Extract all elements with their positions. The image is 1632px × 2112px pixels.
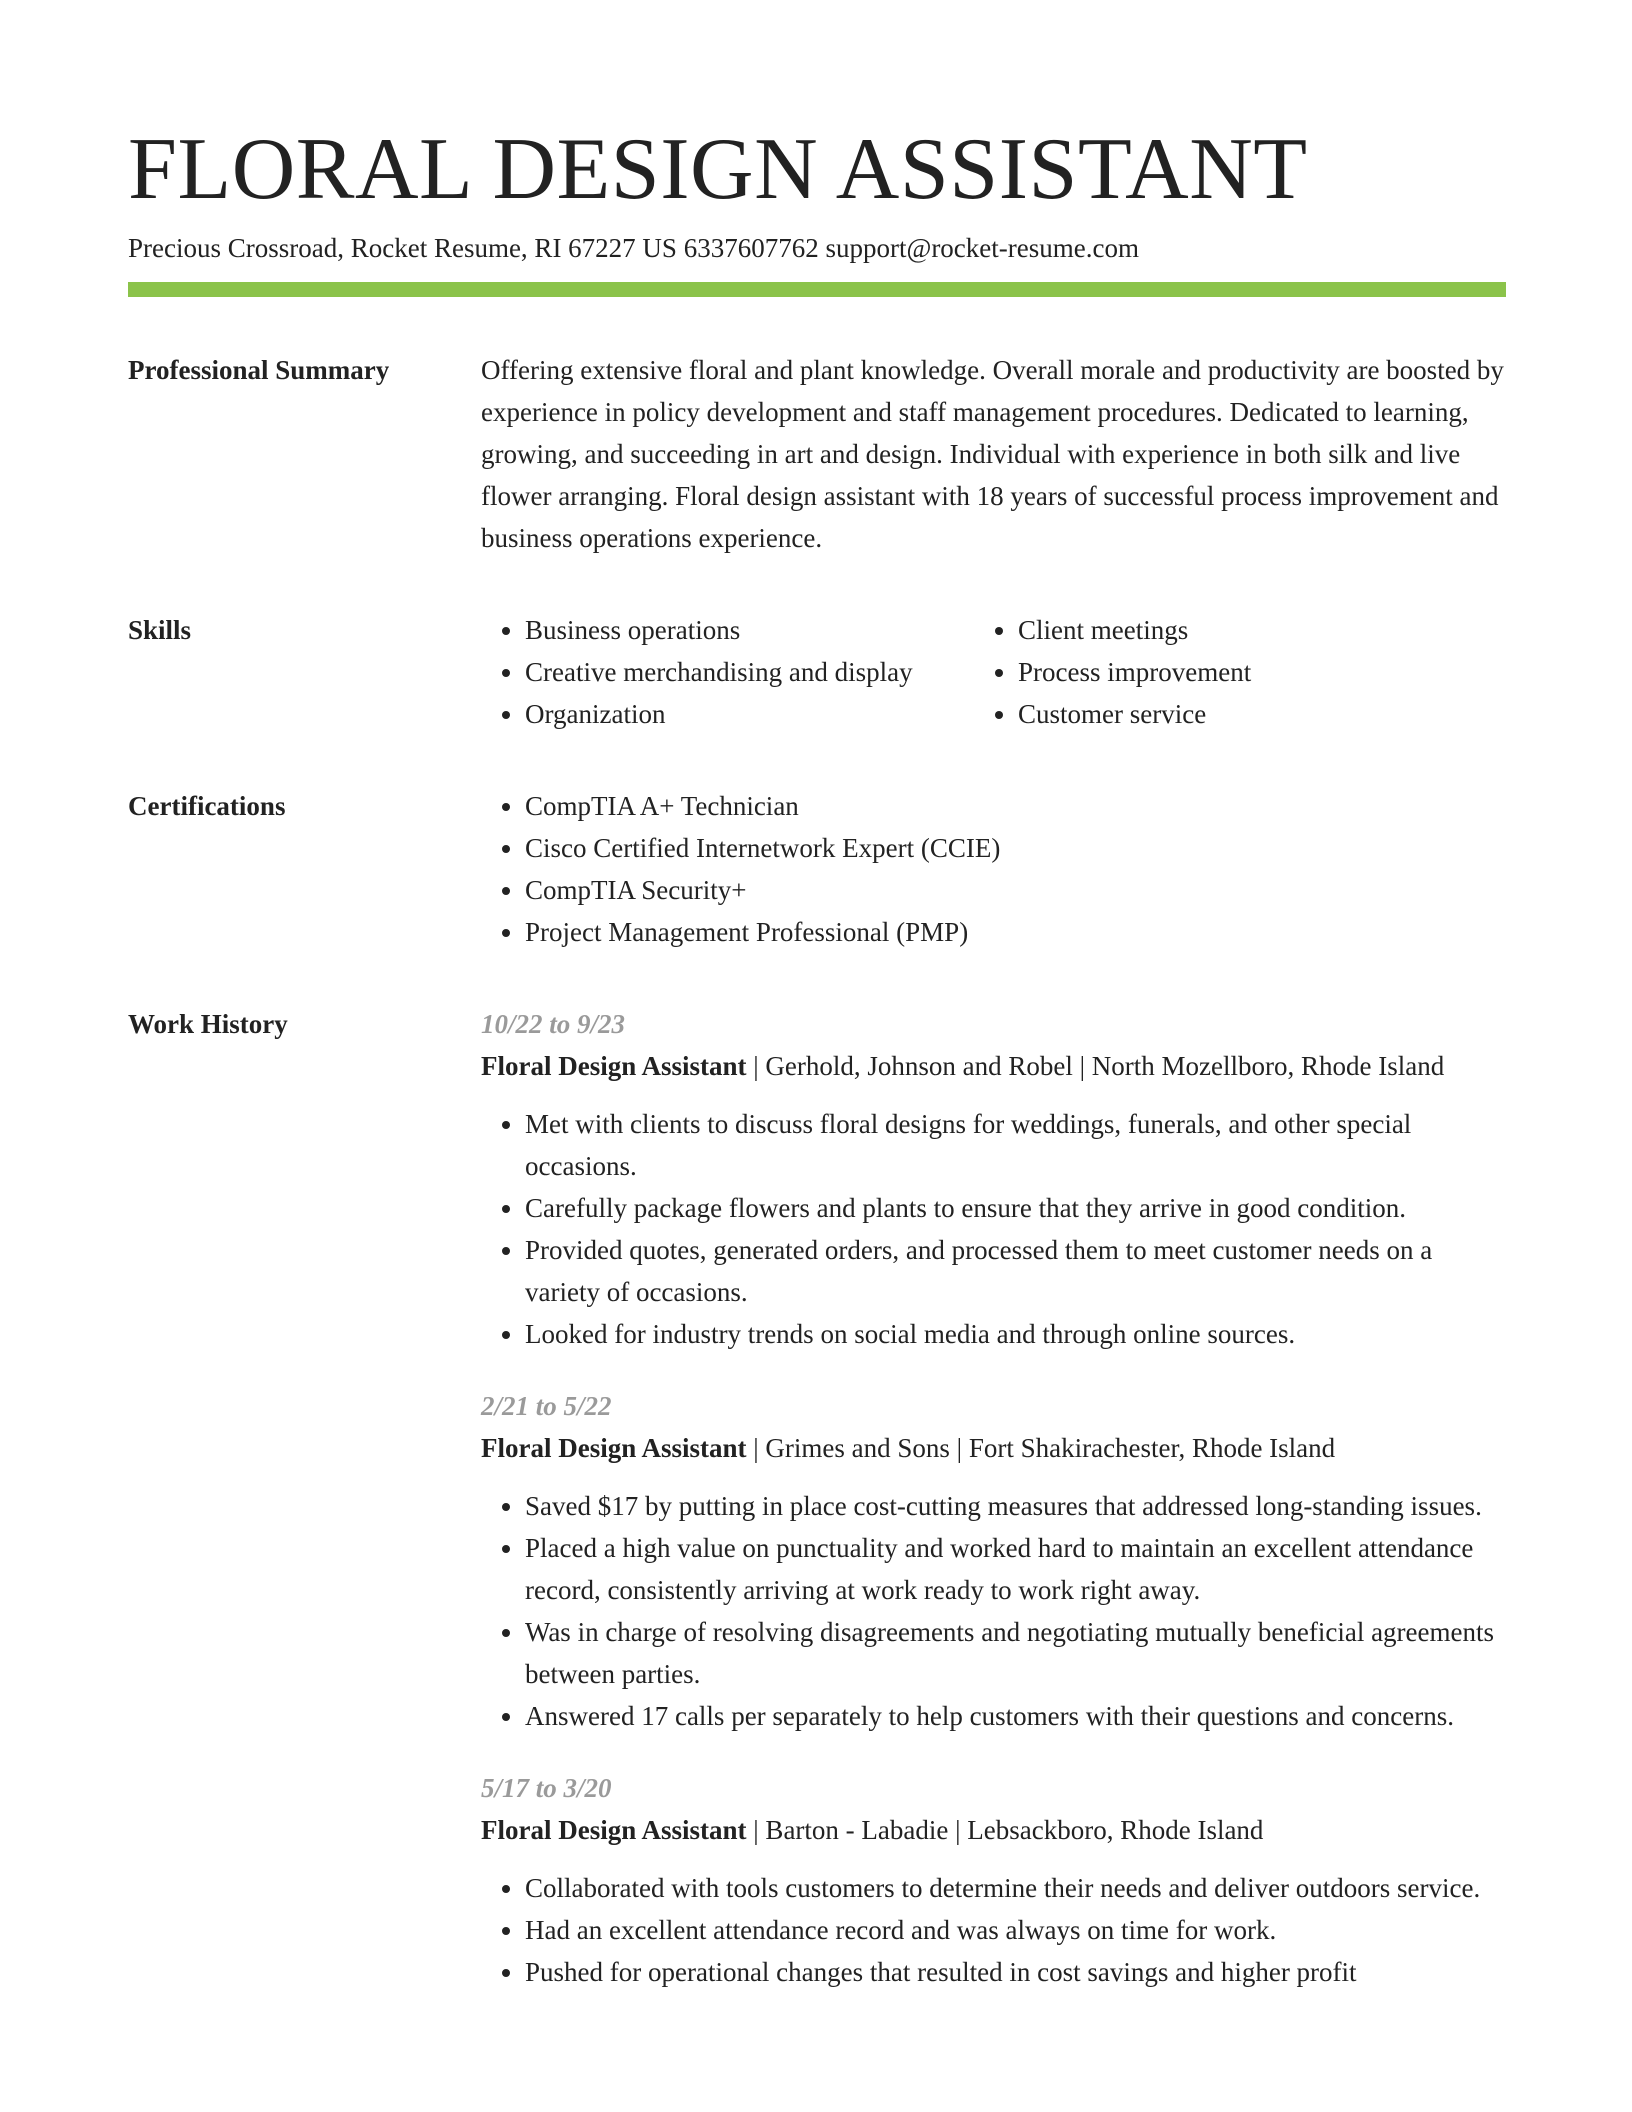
job-title: Floral Design Assistant [481, 1051, 747, 1081]
skill-item: • Client meetings [1018, 609, 1506, 651]
job-title: Floral Design Assistant [481, 1433, 747, 1463]
skill-item: • Process improvement [1018, 651, 1506, 693]
job-dates: 10/22 to 9/23 [481, 1009, 626, 1039]
skills-list-left [481, 609, 974, 735]
job-details: | Barton - Labadie | Lebsackboro, Rhode Island [746, 1815, 1264, 1845]
job-heading [481, 1427, 1506, 1469]
job-bullet: • Looked for industry trends on social media and through online sources. [525, 1313, 1506, 1355]
section-content-certifications [481, 785, 1506, 953]
job-title: Floral Design Assistant [481, 1815, 747, 1845]
section-summary [128, 349, 1506, 559]
certifications-list [481, 785, 1506, 953]
skill-item: • Organization [525, 693, 974, 735]
certification-item: • Cisco Certified Internetwork Expert (CCIE) [525, 827, 1506, 869]
section-work-history [128, 1003, 1506, 1993]
skill-item: • Creative merchandising and display [525, 651, 974, 693]
job-entry [481, 1003, 1506, 1355]
section-label-work-history: Work History [128, 1009, 288, 1039]
section-skills [128, 609, 1506, 735]
section-content-summary [481, 349, 1506, 559]
section-label-certifications: Certifications [128, 791, 286, 821]
skill-item: • Customer service [1018, 693, 1506, 735]
job-heading [481, 1809, 1506, 1851]
contact-line: Precious Crossroad, Rocket Resume, RI 67227 US 6337607762 support@rocket-resume.com [128, 233, 1139, 263]
skills-list-right [974, 609, 1506, 735]
job-bullets [481, 1103, 1506, 1355]
job-dates: 5/17 to 3/20 [481, 1773, 612, 1803]
job-details: | Gerhold, Johnson and Robel | North Mozellboro, Rhode Island [746, 1051, 1445, 1081]
job-bullet: • Carefully package flowers and plants to ensure that they arrive in good condition. [525, 1187, 1506, 1229]
accent-divider [128, 282, 1506, 297]
resume-title: FLORAL DESIGN ASSISTANT [128, 121, 1308, 218]
skills-columns [481, 609, 1506, 735]
job-bullet: • Pushed for operational changes that resulted in cost savings and higher profit [525, 1951, 1506, 1993]
job-entry [481, 1767, 1506, 1993]
section-content-work-history [481, 1003, 1506, 1993]
certification-item: • CompTIA Security+ [525, 869, 1506, 911]
resume-page [128, 120, 1506, 1993]
job-bullet: • Collaborated with tools customers to determine their needs and deliver outdoors service. [525, 1867, 1506, 1909]
job-dates: 2/21 to 5/22 [481, 1391, 612, 1421]
job-heading [481, 1045, 1506, 1087]
job-details: | Grimes and Sons | Fort Shakirachester, Rhode Island [746, 1433, 1336, 1463]
job-bullet: • Placed a high value on punctuality and worked hard to maintain an excellent attendance record, consistently arriving at work ready to work right away. [525, 1527, 1506, 1611]
job-bullets [481, 1485, 1506, 1737]
certification-item: • Project Management Professional (PMP) [525, 911, 1506, 953]
job-bullets [481, 1867, 1506, 1993]
skill-item: • Business operations [525, 609, 974, 651]
section-certifications [128, 785, 1506, 953]
section-label-skills: Skills [128, 615, 192, 645]
section-label-summary: Professional Summary [128, 355, 390, 385]
summary-text: Offering extensive floral and plant knowledge. Overall morale and productivity are boosted by experience in policy development and staff management procedures. Dedicated to learning, growing, and succeeding in art and design. Individual with experience in both silk and live flower arranging. Floral design assistant with 18 years of successful process improvement and business operations experience. [481, 355, 1504, 553]
job-bullet: • Had an excellent attendance record and was always on time for work. [525, 1909, 1506, 1951]
job-bullet: • Saved $17 by putting in place cost-cutting measures that addressed long-standing issues. [525, 1485, 1506, 1527]
job-entry [481, 1385, 1506, 1737]
job-bullet: • Answered 17 calls per separately to help customers with their questions and concerns. [525, 1695, 1506, 1737]
certification-item: • CompTIA A+ Technician [525, 785, 1506, 827]
job-bullet: • Provided quotes, generated orders, and processed them to meet customer needs on a variety of occasions. [525, 1229, 1506, 1313]
job-bullet: • Was in charge of resolving disagreements and negotiating mutually beneficial agreements between parties. [525, 1611, 1506, 1695]
job-bullet: • Met with clients to discuss floral designs for weddings, funerals, and other special occasions. [525, 1103, 1506, 1187]
